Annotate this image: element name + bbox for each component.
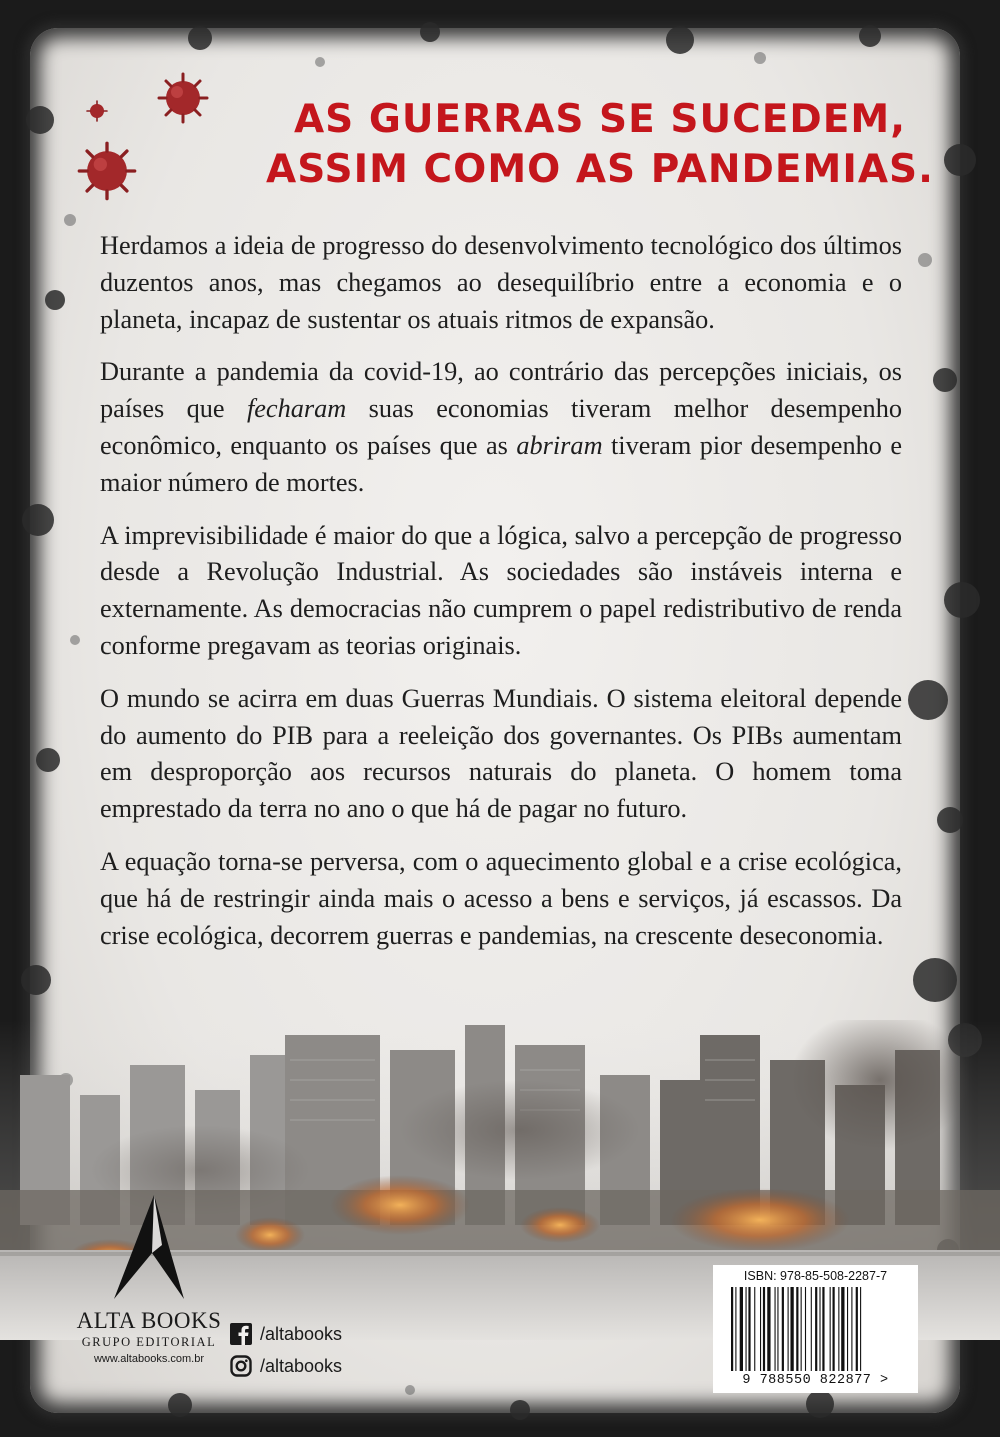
isbn-barcode [713,1265,918,1393]
triangle-logo-icon [114,1195,184,1299]
barcode-digits: 9 788550 822877 > [742,1373,889,1388]
isbn-label: ISBN: 978-85-508-2287-7 [743,1269,888,1283]
facebook-link[interactable] [230,1318,342,1350]
barcode-bar [819,1287,820,1371]
barcode-bar [788,1287,789,1371]
barcode-bar [735,1287,736,1371]
barcode-bar [775,1287,776,1371]
barcode-bar [833,1287,835,1371]
barcode-bar [860,1287,861,1371]
facebook-handle: /altabooks [260,1323,343,1344]
social-links [230,1318,342,1382]
barcode-bar [777,1287,778,1371]
barcode-bar [754,1287,755,1371]
barcode-bar [760,1287,761,1371]
barcode-bars [727,1287,905,1373]
headline-line-2: ASSIM COMO AS PANDEMIAS. [266,147,934,192]
barcode-bar [746,1287,747,1371]
paragraph-2 [100,354,902,501]
barcode-bar [838,1287,839,1371]
barcode-bar [731,1287,733,1371]
emphasis-abriram: abriram [516,430,603,460]
barcode-bar [740,1287,743,1371]
barcode-bar [763,1287,765,1371]
barcode-bar [841,1287,844,1371]
barcode-bar [811,1287,812,1371]
barcode-bar [851,1287,852,1371]
headline-line-1: AS GUERRAS SE SUCEDEM, [293,97,907,142]
barcode-bar [805,1287,806,1371]
paragraph-2-part-b: suas economias tiveram melhor desempenho econômico, enquanto os países que as [100,394,902,460]
emphasis-fecharam: fecharam [246,394,347,424]
instagram-link[interactable] [230,1350,342,1382]
publisher-name: ALTA BOOKS [76,1308,222,1333]
publisher-logo [74,1195,224,1365]
paragraph-1: Herdamos a ideia de progresso do desenvolvimento tecnológico dos últimos duzentos anos, mas chegamos ao desequilíbrio entre a economia e o planeta, incapaz de sustentar os atuais ritmos de expansão. [100,231,902,334]
instagram-handle: /altabooks [260,1355,343,1376]
barcode-bar [830,1287,831,1371]
paragraph-5: A equação torna-se perversa, com o aquecimento global e a crise ecológica, que há de restringir ainda mais o acesso a bens e serviços, já escassos. Da crise ecológica, decorrem guerras e pandemias, na crescente deseconomia. [100,846,902,950]
publisher-url[interactable]: www.altabooks.com.br [93,1353,205,1365]
barcode-bar [815,1287,817,1371]
barcode-bar [748,1287,750,1371]
paragraph-3: A imprevisibilidade é maior do que a lógica, salvo a percepção de progresso desde a Revolução Industrial. As sociedades são instáveis interna e externamente. As democracias não cumprem o papel redistributivo de renda conforme pregavam as teorias originais. [100,520,902,660]
barcode-bar [801,1287,802,1371]
instagram-icon [230,1355,252,1377]
barcode-bar [822,1287,824,1371]
facebook-icon [230,1323,252,1345]
headline [0,95,1000,195]
publisher-subtitle: GRUPO EDITORIAL [81,1335,217,1349]
barcode-bar [782,1287,784,1371]
barcode-bar [796,1287,798,1371]
paragraph-4: O mundo se acirra em duas Guerras Mundiais. O sistema eleitoral depende do aumento do PIB para a reeleição dos governantes. Os PIBs aumentam em desproporção aos recursos naturais do planeta. O homem toma emprestado da terra no ano o que há de pagar no futuro. [100,683,902,824]
barcode-bar [767,1287,770,1371]
barcode-bar [790,1287,793,1371]
barcode-bar [856,1287,858,1371]
paragraph-2-part-c: tiveram pior desempenho e maior número de mortes. [100,430,903,497]
barcode-bar [847,1287,848,1371]
paragraph-2-part-a: Durante a pandemia da covid-19, ao contrário das percepções iniciais, os países que [100,357,902,424]
synopsis-text [100,228,902,970]
